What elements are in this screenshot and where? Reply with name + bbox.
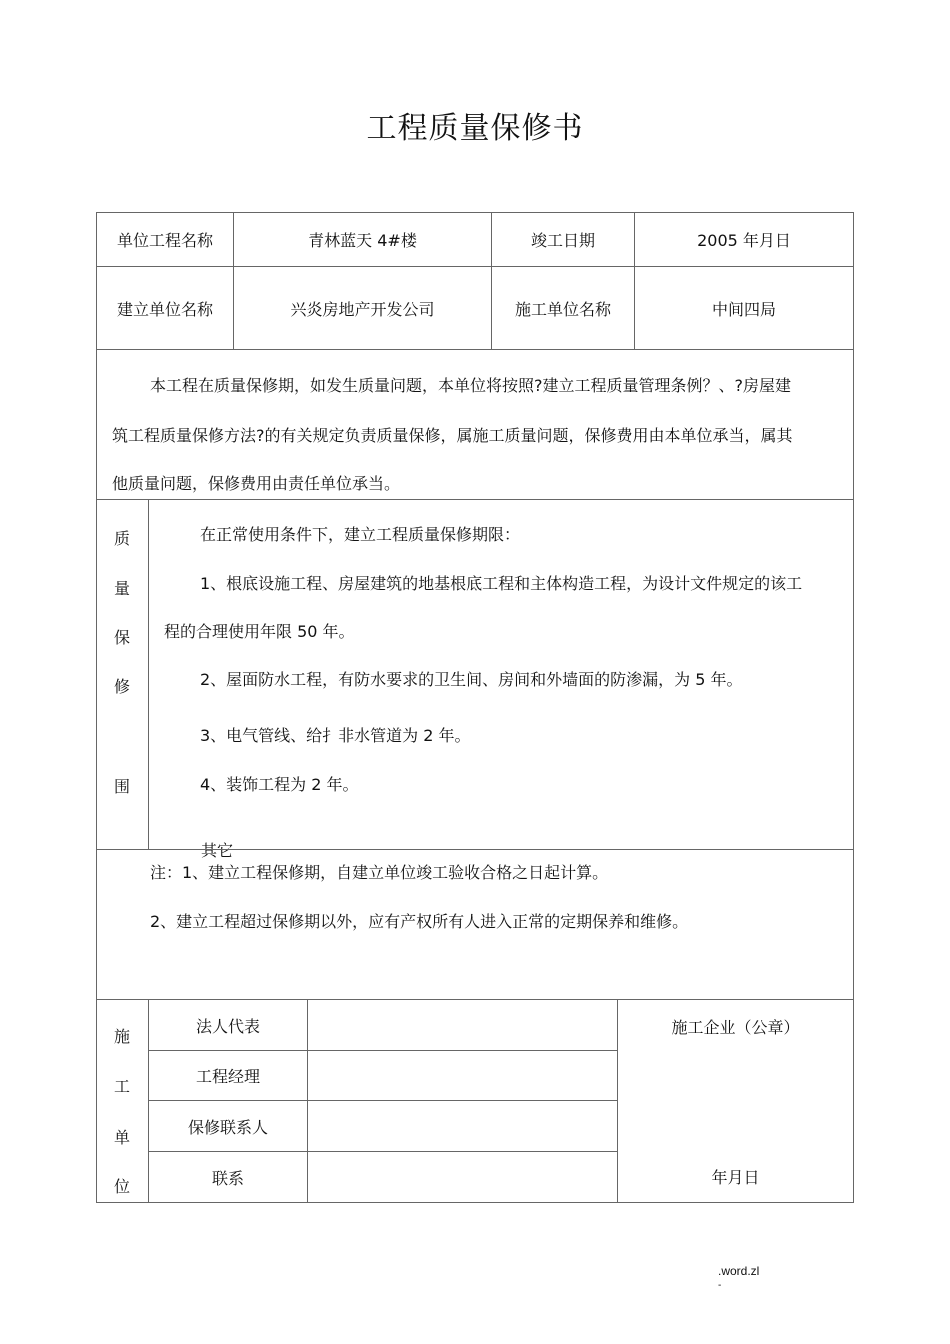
commitment-line-3: 他质量问题，保修费用由责任单位承当。: [112, 474, 401, 493]
signature-row-value-cell: [307, 1151, 618, 1203]
project-manager-label: 工程经理: [195, 1067, 260, 1086]
builder-name: 兴炎房地产开发公司: [290, 299, 435, 319]
contact-label: 联系: [211, 1168, 244, 1188]
seal-label: 施工企业（公章）: [671, 1017, 800, 1037]
scope-side-char: 修: [113, 677, 130, 696]
signature-side-char: 工: [113, 1077, 130, 1096]
scope-side-char: 量: [113, 579, 130, 598]
signature-row-value-cell: [307, 1050, 618, 1101]
contractor-name: 中间四局: [711, 299, 776, 319]
document-title: 工程质量保修书: [366, 111, 584, 146]
note-2: 2、建立工程超过保修期以外，应有产权所有人进入正常的定期保养和维修。: [150, 912, 689, 931]
seal-date: 年月日: [711, 1167, 760, 1187]
commitment-line-1: 本工程在质量保修期，如发生质量问题，本单位将按照?建立工程质量管理条例？、?房屋建: [150, 376, 791, 395]
scope-intro: 在正常使用条件下，建立工程质量保修期限：: [200, 525, 521, 544]
completion-date: 2005 年月日: [697, 231, 791, 250]
signature-side-char: 位: [113, 1177, 130, 1196]
scope-item-5-partial: 其它: [201, 841, 234, 860]
footer-dash: -: [718, 1280, 722, 1291]
scope-side-char: 围: [113, 777, 130, 796]
signature-row-value-cell: [307, 999, 618, 1051]
scope-item-1-line-1: 1、根底设施工程、房屋建筑的地基根底工程和主体构造工程，为设计文件规定的该工: [200, 574, 803, 593]
scope-item-4: 4、装饰工程为 2 年。: [200, 775, 359, 794]
builder-label: 建立单位名称: [116, 299, 213, 319]
warranty-contact-label: 保修联系人: [187, 1117, 268, 1137]
commitment-line-2: 筑工程质量保修方法?的有关规定负责质量保修，属施工质量问题，保修费用由本单位承当，属其: [112, 426, 793, 445]
legal-rep-label: 法人代表: [195, 1016, 260, 1036]
note-1: 注：1、建立工程保修期，自建立单位竣工验收合格之日起计算。: [150, 863, 609, 882]
scope-side-char: 保: [113, 628, 130, 647]
contractor-label: 施工单位名称: [514, 299, 611, 319]
project-name: 青林蓝天 4#楼: [308, 231, 417, 250]
completion-label: 竣工日期: [530, 231, 595, 250]
signature-side-char: 单: [113, 1128, 130, 1147]
project-label: 单位工程名称: [116, 231, 213, 250]
scope-item-1-line-2: 程的合理使用年限 50 年。: [164, 622, 355, 641]
signature-side-char: 施: [113, 1027, 130, 1046]
scope-item-2: 2、屋面防水工程，有防水要求的卫生间、房间和外墙面的防渗漏，为 5 年。: [200, 670, 743, 689]
scope-item-3: 3、电气管线、给扌非水管道为 2 年。: [200, 726, 471, 745]
scope-side-char: 质: [113, 529, 130, 548]
footer-source: .word.zl: [718, 1264, 760, 1278]
signature-row-value-cell: [307, 1100, 618, 1152]
